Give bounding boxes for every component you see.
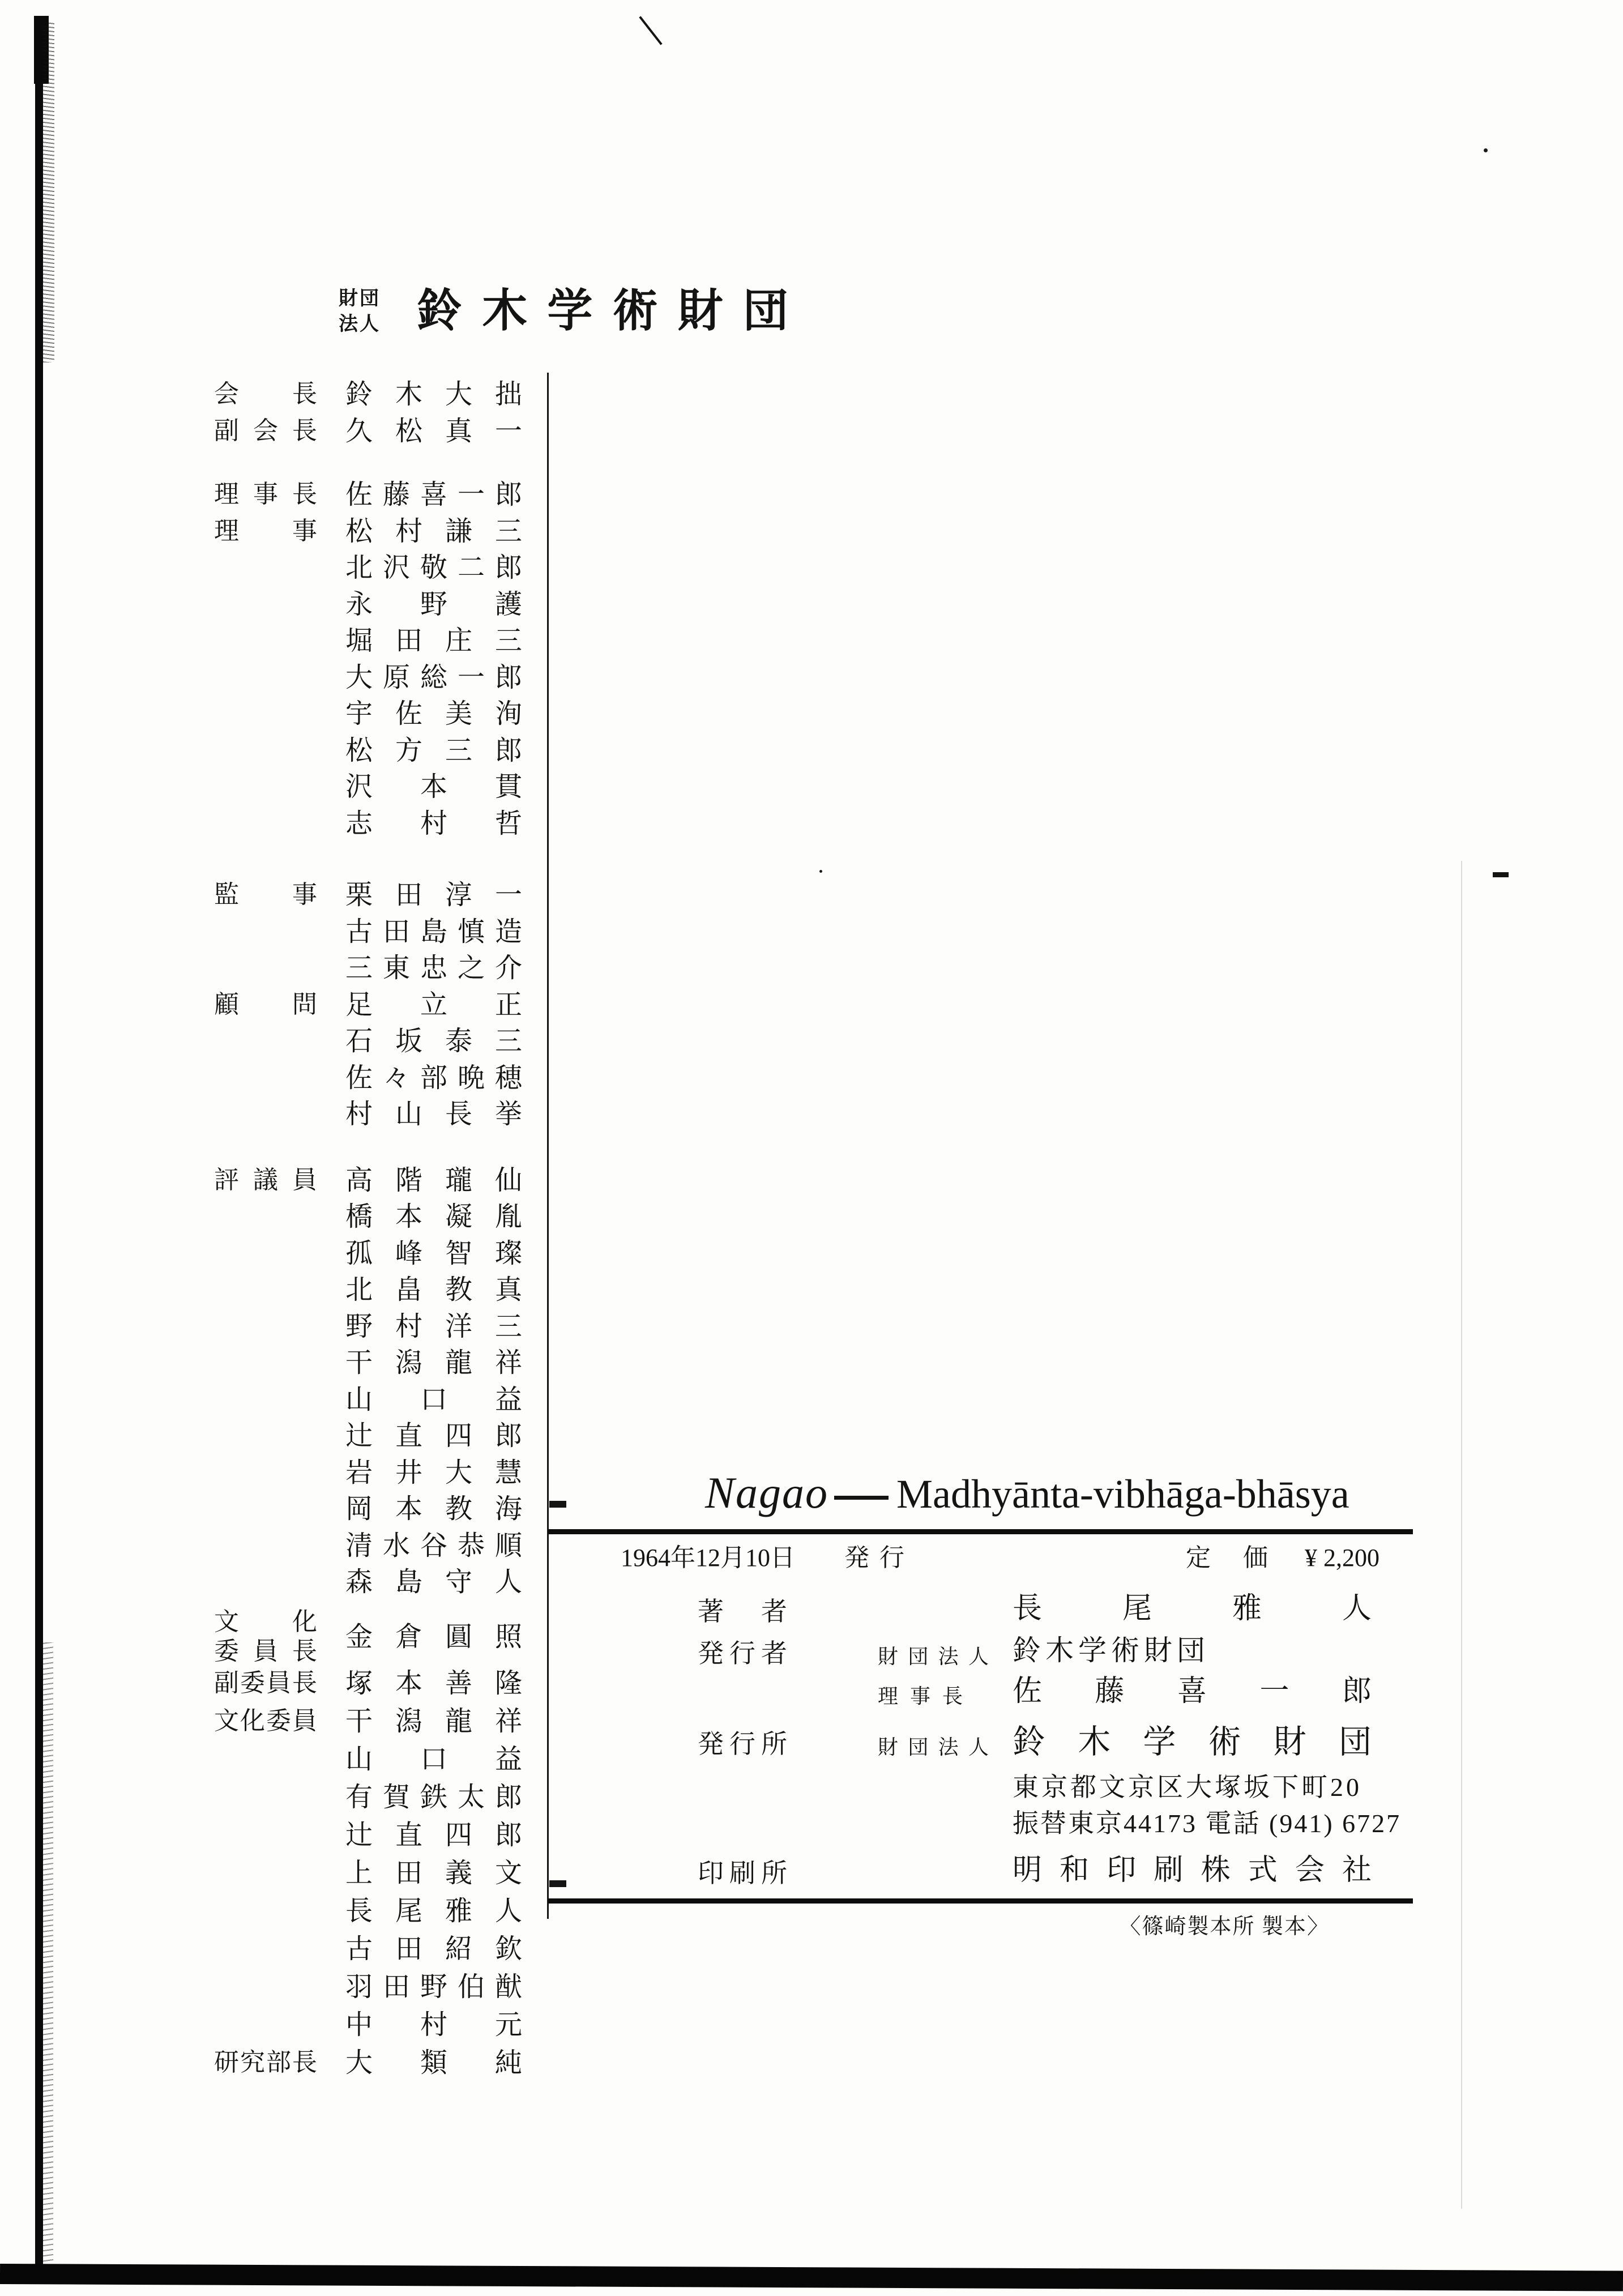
officer-row (214, 1705, 531, 1743)
price-group (1186, 1542, 1379, 1574)
scan-speck (819, 870, 822, 873)
officer-row (214, 1857, 531, 1895)
officer-name: 足 立 正 (345, 989, 522, 1020)
officer-name: 宇 佐 美 洵 (345, 699, 522, 729)
officer-row (214, 698, 531, 735)
price-label: 価 (1243, 1544, 1268, 1572)
divider-tick-lower (549, 1880, 566, 1887)
officer-section (214, 378, 531, 451)
officer-name: 佐 藤 喜 一 郎 (345, 480, 522, 510)
author-label: 著 者 (698, 1597, 787, 1626)
officer-name: 志 村 哲 (345, 808, 522, 839)
foundation-name: 鈴 木 学 術 財 団 (417, 287, 788, 336)
officer-role-line: 委 員 長 (214, 1637, 317, 1665)
page-edge-line (1461, 861, 1462, 2209)
officer-name: 橋 本 凝 胤 (345, 1202, 522, 1232)
series-title-dash (834, 1496, 889, 1500)
officer-name: 清 水 谷 恭 順 (345, 1530, 522, 1561)
officer-row (214, 378, 531, 415)
officer-role (214, 1166, 317, 1195)
officer-row (214, 989, 531, 1026)
officer-role (214, 2048, 317, 2077)
officer-name: 三 東 忠 之 介 (345, 953, 522, 983)
officer-name: 佐 々 部 晩 穂 (345, 1062, 522, 1093)
officer-name: 松 方 三 郎 (345, 735, 522, 766)
publishing-office-contact: 振替東京44173 電話 (941) 6727 (1013, 1809, 1402, 1838)
officer-row (214, 771, 531, 808)
officer-role (214, 990, 317, 1019)
colophon-rule-top (548, 1529, 1413, 1534)
officer-role-line: 文 化 委 員 (214, 1706, 317, 1735)
officer-name: 山 口 益 (345, 1744, 522, 1774)
officer-row (214, 1457, 531, 1493)
officer-role (214, 517, 317, 546)
foundation-legal-prefix-line2: 法人 (339, 314, 381, 335)
officer-row (214, 1566, 531, 1603)
officer-name: 有 賀 鉄 太 郎 (345, 1782, 522, 1812)
officer-section (214, 879, 531, 1135)
author-name: 長 尾 雅 人 (1013, 1593, 1372, 1625)
officer-row (214, 879, 531, 916)
series-title-work-part: Madhyānta-vibhāga-bhāsya (896, 1471, 1349, 1517)
officer-row (214, 1237, 531, 1274)
officer-name: 羽 田 野 伯 猷 (345, 1971, 522, 2002)
officer-row (214, 552, 531, 588)
divider-tick-upper (549, 1501, 566, 1508)
scan-gutter-noise (43, 23, 54, 362)
officer-name: 北 畠 教 真 (345, 1275, 522, 1305)
publisher-representative-label: 理 事 長 (878, 1685, 963, 1708)
officer-row (214, 1819, 531, 1857)
officer-row (214, 1384, 531, 1420)
binding-note: 〈篠崎製本所 製本〉 (1119, 1915, 1330, 1939)
officer-row (214, 1493, 531, 1530)
officer-name: 村 山 長 挙 (345, 1099, 522, 1129)
officer-name: 岩 井 大 慧 (345, 1457, 522, 1488)
officer-name: 中 村 元 (345, 2009, 522, 2040)
officer-name: 北 沢 敬 二 郎 (345, 553, 522, 583)
officer-role (214, 1706, 317, 1736)
officer-name: 森 島 守 人 (345, 1567, 522, 1597)
publisher-label: 発 行 者 (698, 1639, 787, 1668)
publishing-office-label: 発 行 所 (698, 1730, 787, 1759)
scratch-mark (639, 16, 662, 45)
officer-row (214, 916, 531, 953)
printer-name: 明 和 印 刷 株 式 会 社 (1013, 1854, 1372, 1887)
officer-name: 孤 峰 智 璨 (345, 1238, 522, 1269)
officer-section (214, 1606, 531, 2085)
officer-row (214, 1025, 531, 1062)
officer-row (214, 479, 531, 515)
officer-row (214, 1606, 531, 1667)
publishing-office-address: 東京都文京区大塚坂下町20 (1013, 1773, 1362, 1802)
foundation-legal-prefix-line1: 財団 (339, 288, 381, 309)
scan-speck (1484, 148, 1488, 152)
officer-name: 久 松 真 一 (345, 416, 522, 446)
officer-role (214, 1668, 317, 1698)
officer-name: 長 尾 雅 人 (345, 1896, 522, 1926)
officers-list (214, 378, 531, 2085)
officer-row (214, 1971, 531, 2009)
officer-role (214, 1607, 317, 1666)
officer-name: 野 村 洋 三 (345, 1311, 522, 1342)
officer-row (214, 1274, 531, 1311)
officer-row (214, 1667, 531, 1705)
officer-role-line: 文 化 (214, 1607, 317, 1636)
officer-row (214, 1933, 531, 1971)
officer-name: 辻 直 四 郎 (345, 1421, 522, 1451)
officer-section (214, 1164, 531, 1603)
officer-name: 堀 田 庄 三 (345, 626, 522, 656)
officer-role-line: 研 究 部 長 (214, 2048, 317, 2076)
officer-name: 沢 本 貫 (345, 772, 522, 802)
officer-name: 大 原 総 一 郎 (345, 662, 522, 693)
publication-date: 1964年12月10日 (621, 1544, 795, 1572)
officer-row (214, 1098, 531, 1135)
officer-name: 岡 本 教 海 (345, 1494, 522, 1524)
officer-role-line: 会 長 (214, 380, 317, 408)
officer-row (214, 735, 531, 771)
publishing-office-org: 鈴 木 学 術 財 団 (1013, 1723, 1372, 1760)
officer-row (214, 1781, 531, 1819)
officer-row (214, 1062, 531, 1099)
officer-name: 塚 本 善 隆 (345, 1668, 522, 1698)
foundation-header (339, 284, 788, 339)
officer-row (214, 1347, 531, 1384)
publisher-org: 鈴木学術財団 (1013, 1634, 1210, 1666)
officer-row (214, 662, 531, 698)
officer-name: 古 田 紹 欽 (345, 1934, 522, 1964)
officer-row (214, 2047, 531, 2085)
officer-name: 鈴 木 大 拙 (345, 379, 522, 409)
officer-row (214, 2009, 531, 2047)
publication-date-row (621, 1542, 1379, 1574)
colophon-rule-bottom (548, 1898, 1413, 1904)
officer-row (214, 1201, 531, 1237)
officer-name: 干 潟 龍 祥 (345, 1706, 522, 1736)
price-value: ¥ 2,200 (1305, 1544, 1379, 1572)
officer-name: 山 口 益 (345, 1384, 522, 1415)
officer-role (214, 480, 317, 509)
column-divider-line (547, 373, 549, 1919)
officer-row (214, 1895, 531, 1933)
officer-name: 上 田 義 文 (345, 1858, 522, 1888)
officer-name: 辻 直 四 郎 (345, 1820, 522, 1850)
officer-name: 高 階 瓏 仙 (345, 1165, 522, 1196)
publisher-org-prefix: 財 団 法 人 (878, 1645, 989, 1668)
officer-role-line: 評 議 員 (214, 1166, 317, 1194)
officer-section (214, 479, 531, 844)
officer-role-line: 顧 問 (214, 990, 317, 1018)
officer-row (214, 952, 531, 989)
officer-name: 干 潟 龍 祥 (345, 1348, 522, 1378)
scan-gutter-noise-lower (43, 1642, 53, 2265)
officer-row (214, 1164, 531, 1201)
publishing-office-org-prefix: 財 団 法 人 (878, 1736, 989, 1759)
officer-role (214, 379, 317, 409)
officer-role (214, 416, 317, 446)
officer-name: 金 倉 圓 照 (345, 1621, 522, 1652)
series-title-author-part: Nagao (705, 1468, 829, 1517)
printer-label: 印 刷 所 (698, 1859, 787, 1888)
officer-role-line: 副 会 長 (214, 416, 317, 445)
officer-row (214, 1743, 531, 1781)
officer-row (214, 1420, 531, 1457)
officer-role-line: 副 委 員 長 (214, 1668, 317, 1697)
officer-role (214, 880, 317, 910)
officer-name: 松 村 謙 三 (345, 516, 522, 547)
officer-role-line: 監 事 (214, 881, 317, 908)
officer-row (214, 415, 531, 452)
officer-row (214, 1530, 531, 1567)
scan-bottom-edge (0, 2264, 1623, 2291)
officer-role-line: 理 事 長 (214, 480, 317, 508)
publisher-representative-name: 佐 藤 喜 一 郎 (1013, 1675, 1372, 1708)
officer-row (214, 1311, 531, 1347)
officer-name: 古 田 島 慎 造 (345, 916, 522, 947)
officer-role-line: 理 事 (214, 517, 317, 545)
foundation-legal-prefix (339, 286, 382, 337)
issued-label: 発行 (844, 1544, 915, 1572)
officer-name: 永 野 護 (345, 589, 522, 620)
price-label: 定 (1186, 1544, 1211, 1572)
right-margin-dash (1493, 872, 1509, 877)
officer-row (214, 808, 531, 844)
officer-row (214, 515, 531, 552)
officer-row (214, 588, 531, 625)
officer-name: 石 坂 泰 三 (345, 1026, 522, 1056)
scan-gutter-bar (35, 16, 43, 2267)
officer-name: 大 類 純 (345, 2047, 522, 2078)
officer-name: 栗 田 淳 一 (345, 880, 522, 910)
series-title (705, 1465, 1349, 1522)
officer-row (214, 625, 531, 662)
